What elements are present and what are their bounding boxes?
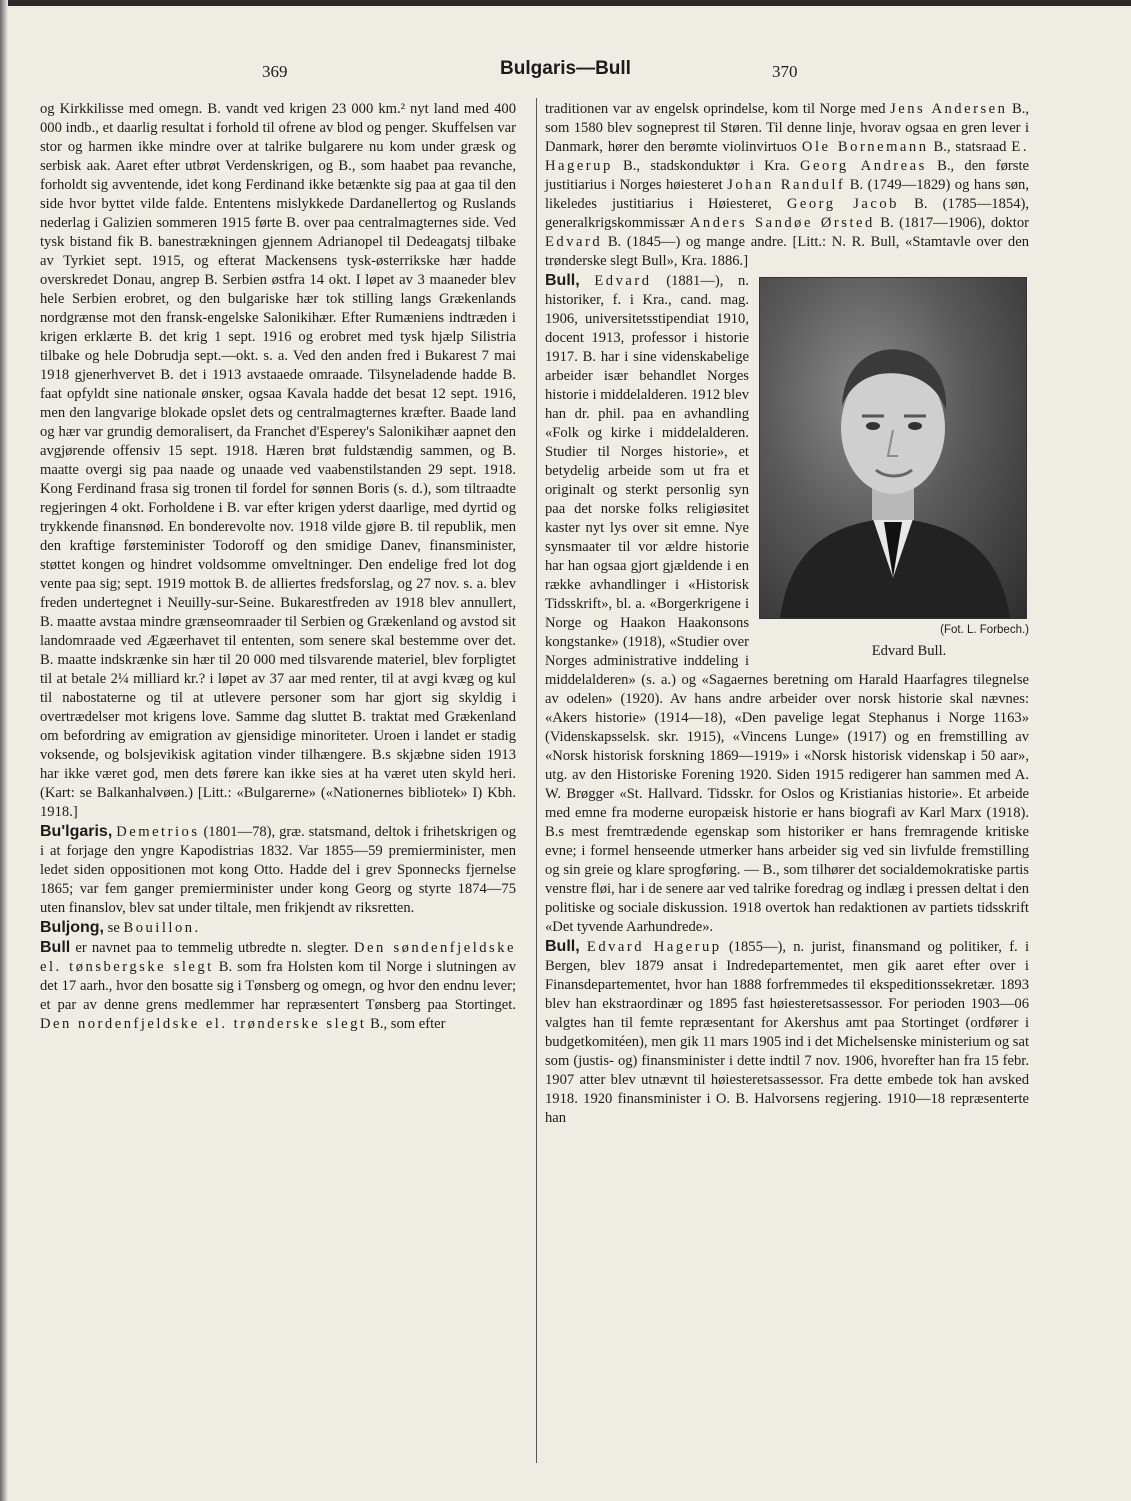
text-run: B., statsraad <box>933 139 1007 155</box>
entry-text: (1801—78), græ. statsmand, deltok i frihetskrigen og i at forjage den yngre Kapodistrias 1832. Var 1855—59 premierminister, men ledet siden oppositionen mot kong Otto. Hadde del i grev Sponnecks fjernelse 1865; var fem ganger premierminister under kong Georg og styrte 1874—75 uten finanslov, blev sat under tiltale, men frikjendt av riksretten. <box>40 824 516 916</box>
entry-name: Edvard Hagerup <box>586 939 722 955</box>
text-run: B. (1785—1854), generalkrigskommissær <box>545 196 1029 231</box>
headword-bull: Bull <box>40 939 71 956</box>
top-border <box>0 0 1131 6</box>
page-edge-shadow <box>0 0 8 1501</box>
person-name: Ole Bornemann <box>801 139 929 155</box>
person-name: Georg Andreas <box>799 158 927 174</box>
portrait-figure <box>759 277 1029 661</box>
right-column <box>545 100 1029 1128</box>
entry-edvard-bull <box>545 271 1029 937</box>
bulgaria-history-paragraph: og Kirkkilisse med omegn. B. vandt ved krigen 23 000 km.² nyt land med 400 000 indb., et daarlig resultat i forhold til ofrene av blod og penger. Skuffelsen var stor og harmen ikke mindre over at talrike bulgarere nu kom under græsk og serbisk aak. Aaret efter utbrøt Verdenskrigen, og B., som haabet paa revanche, forholdt sig avventende, idet kong Ferdinand ikke betænkte sig paa at gaa til den side hvor byttet vilde falde. Ententens mislykkede Dardanellertog og Ruslands nederlag i Galizien sommeren 1915 førte B. over paa centralmagternes side. Ved tysk bistand fik B. banestrækningen gjennem Adrianopel til Dedeagatsj tilbake av Tyrkiet sept. 1915, og efterat Mackensens tysk-østerrikske hær hadde overskredet Donau, angrep B. Serbien østfra 14 okt. I løpet av 3 maaneder blev hele Serbien erobret, og den bulgariske hær tok stilling langs Grækenlands nordgrænse mot den fransk-engelske Salonikihær. Efter Rumæniens indtræden i krigen erklærte B. det krig 1 sept. 1916 og erobret med tysk hjælp Silistria tilbake og hele Dobrudja sept.—okt. s. a. Ved den anden fred i Bukarest 7 mai 1918 gjenerhvervet B. det i 1913 avstaaede omraade. Tilsyneladende hadde B. faat opfyldt sine nationale ønsker, ogsaa Kavala hadde det besat 12 sept. 1916, men den langvarige blokade opslet dets og centralmagternes kræfter. Baade land og hær var grundig demoralisert, da Franchet d'Esperey's Salonikihær aapnet den avgjørende offensiv 15 sept. 1918. Hæren brøt fuldstændig sammen, og B. maatte overgi sig paa naade og unaade ved vaabenstilstanden 29 sept. 1918. Kong Ferdinand frasa sig tronen til fordel for sønnen Boris (s. d.), som tiltraadte regjeringen 4 okt. Forholdene i B. var efter krigen yderst daarlige, med dyrtid og trykkende finansnød. En bonderevolte nov. 1918 vilde gjøre B. til republik, men den kraftige førsteminister Todoroff og den smidige Danev, finansminister, støttet kongen og hindret voldsomme omveltninger. Den endelige fred lot dog vente paa sig; sept. 1919 mottok B. de alliertes fredsforslag, og 27 nov. s. a. blev freden undertegnet i Neuilly-sur-Seine. Bukarestfreden av 1918 blev annullert, B. maatte avstaa mindre grænseomraader til Serbien og Grækenland og avstod sit landomraade ved Ægæerhavet til ententen, som senere skal bestemme over det. B. maatte indskrænke sin hær til 20 000 med tilsvarende materiel, blev forpligtet til at betale 2¼ milliard kr.? i løpet av 37 aar med renter, til at avgi kvæg og kul til nabostaterne og til at utlevere personer som har gjort sig skyldig i overtrædelser mot krigens love. Samme dag sluttet B. traktat med Grækenland om befordring av emigration av gjensidige minoriteter. Uroen i landet er stadig voksende, og bolsjevikisk agitation vinder tilhængere. B.s skjæbne siden 1913 har ikke været god, men dets førere kan ikke sies at ha været uten skyld heri. (Kart: se Balkanhalvøen.) [Litt.: «Bulgarerne» («Nationernes bibliotek» I) Kbh. 1918.] <box>40 101 516 820</box>
entry-text: er navnet paa to temmelig utbredte n. slegter. <box>75 940 349 956</box>
photo-credit: (Fot. L. Forbech.) <box>940 624 1029 636</box>
spaced-term: Den nordenfjeldske el. trønderske slegt <box>40 1016 367 1032</box>
headword-bull-edvard-hagerup: Bull, <box>545 938 580 955</box>
portrait-photo <box>759 277 1027 619</box>
text-run: B., stadskonduktør i Kra. <box>623 158 790 174</box>
page-number-left: 369 <box>262 62 288 81</box>
entry-bulgaris <box>40 822 516 918</box>
bull-family-continuation <box>545 100 1029 271</box>
running-title: Bulgaris—Bull <box>500 58 631 79</box>
entry-edvard-hagerup-bull <box>545 937 1029 1128</box>
entry-text: B., som efter <box>370 1016 446 1032</box>
entry-name: Demetrios <box>116 824 200 840</box>
page-header <box>0 58 1131 88</box>
photo-caption: Edvard Bull. <box>871 643 947 659</box>
left-column <box>40 100 516 1034</box>
headword-bull-edvard: Bull, <box>545 272 580 289</box>
person-name: Anders Sandøe Ørsted <box>689 215 875 231</box>
text-run: B., den første justitiarius i Norges høiesteret <box>545 158 1029 193</box>
portrait-illustration <box>760 278 1026 618</box>
entry-buljong <box>40 918 516 938</box>
entry-text: B. som fra Holsten kom til Norge i slutningen av det 17 aarh., hvor den bosatte sig i Tønsberg og omegn, og hvor den endnu lever; et par av denne grens medlemmer har repræsentert Tønsberg paa Stortinget. <box>40 959 516 1013</box>
entry-text: (1881—), n. historiker, f. i Kra., cand. mag. 1906, universitetsstipendiat 1910, docent 1913, professor i historie 1917. B. har i sine videnskabelige arbeider især behandlet Norges historie i middelalderen. 1912 blev han dr. phil. paa en avhandling «Folk og kirke i middelalderen. Studier til Norges historie», et betydelig arbeide som ut fra et originalt og sterkt personlig syn paa det norske folks religiøsitet kaster nyt lys over sit emne. Nye synsmaater til vor ældre historie har han ogsaa gjort gjældende i en række avhandlinger i «Historisk Tidsskrift», bl. a. «Borgerkrigene i Norge og Haakon Haakonsons kongstanke» (1918), «Studier over Norges administrative inddeling i middelalderen» (s. a.) og «Sagaernes beretning om Harald Haarfagres tilegnelse av odelen» (1920). Av hans andre arbeider over norsk historie skal nævnes: «Akers historie» (1914—18), «Den pavelige legat Stephanus i Norge 1163» (Videnskapsselsk. skr. 1915), «Vincens Lunge» (1917) og en fremstilling av «Norsk historisk forskning 1869—1919» i «Norsk historisk videnskap i 50 aar», utg. av den Historiske Forening 1920. Siden 1915 redigerer han sammen med A. W. Brøgger «St. Hallvard. Tidsskr. for Oslos og Kristianias historie». Et arbeide med emne fra moderne europæisk historie er hans biografi av Karl Marx (1918). B.s mest fremtrædende egenskap som historiker er hans fremragende kritiske evne; i formel henseende utmerker hans arbeider sig ved sin livfulde fremstilling og sin greie og klare sprogføring. — B., som tilhører det socialdemokratiske partis venstre fløi, har i de senere aar ved talrike foredrag og indlæg i pressen deltat i den politiske og sociale diskussion. 1918 overtok han redaktionen av partiets tidsskrift «Det tyvende Aarhundrede». <box>545 273 1029 935</box>
person-name: Jens Andersen <box>890 101 1008 117</box>
person-name: Edvard <box>545 234 603 250</box>
text-run: traditionen var av engelsk oprindelse, kom til Norge med <box>545 101 886 117</box>
text-run: B. (1749—1829) og hans søn, likeledes justitiarius i Høiesteret, <box>545 177 1029 212</box>
cross-reference: Bouillon. <box>123 920 201 936</box>
entry-text: se <box>107 920 120 936</box>
text-run: B. (1817—1906), doktor <box>880 215 1029 231</box>
page-number-right: 370 <box>772 62 798 81</box>
headword-buljong: Buljong, <box>40 919 104 936</box>
person-name: Georg Jacob <box>786 196 899 212</box>
entry-bull-family <box>40 938 516 1034</box>
person-name: E. Hagerup <box>545 139 1029 174</box>
spaced-term: Den søndenfjeldske el. tønsbergske slegt <box>40 940 516 975</box>
person-name: Johan Randulf <box>727 177 846 193</box>
text-run: B., som 1580 blev sogneprest til Støren. Til denne linje, hvorav ogsaa en gren lever i Danmark, hører den berømte violinvirtuos <box>545 101 1029 155</box>
text-run: B. (1845—) og mange andre. [Litt.: N. R. Bull, «Stamtavle over den trønderske slegt Bull», Kra. 1886.] <box>545 234 1029 269</box>
column-divider <box>536 98 537 1463</box>
entry-name: Edvard <box>594 273 652 289</box>
entry-text: (1855—), n. jurist, finansmand og politiker, f. i Bergen, blev 1879 ansat i Indredepartementet, men gik aaret efter over i Finansdepartementet, hvor han 1888 forfremmedes til ekspeditionssekretær. 1893 blev han ekstraordinær og 1895 fast høiesteretsassessor. For perioden 1903—06 valgtes han til femte repræsentant for Akershus amt paa Stortinget (ordfører i budgetkomitéen), men gik 11 mars 1905 ind i det Michelsenske ministerium og sat som (justis- og) finansminister i dette indtil 7 nov. 1906, hvorefter han fra 15 febr. 1907 atter blev utnævnt til høiesteretsassessor. Fra dette embede tok han avsked 1918. 1920 finansminister i O. B. Halvorsens regjering. 1910—18 repræsenterte han <box>545 939 1029 1126</box>
headword-bulgaris: Bu'lgaris, <box>40 823 113 840</box>
